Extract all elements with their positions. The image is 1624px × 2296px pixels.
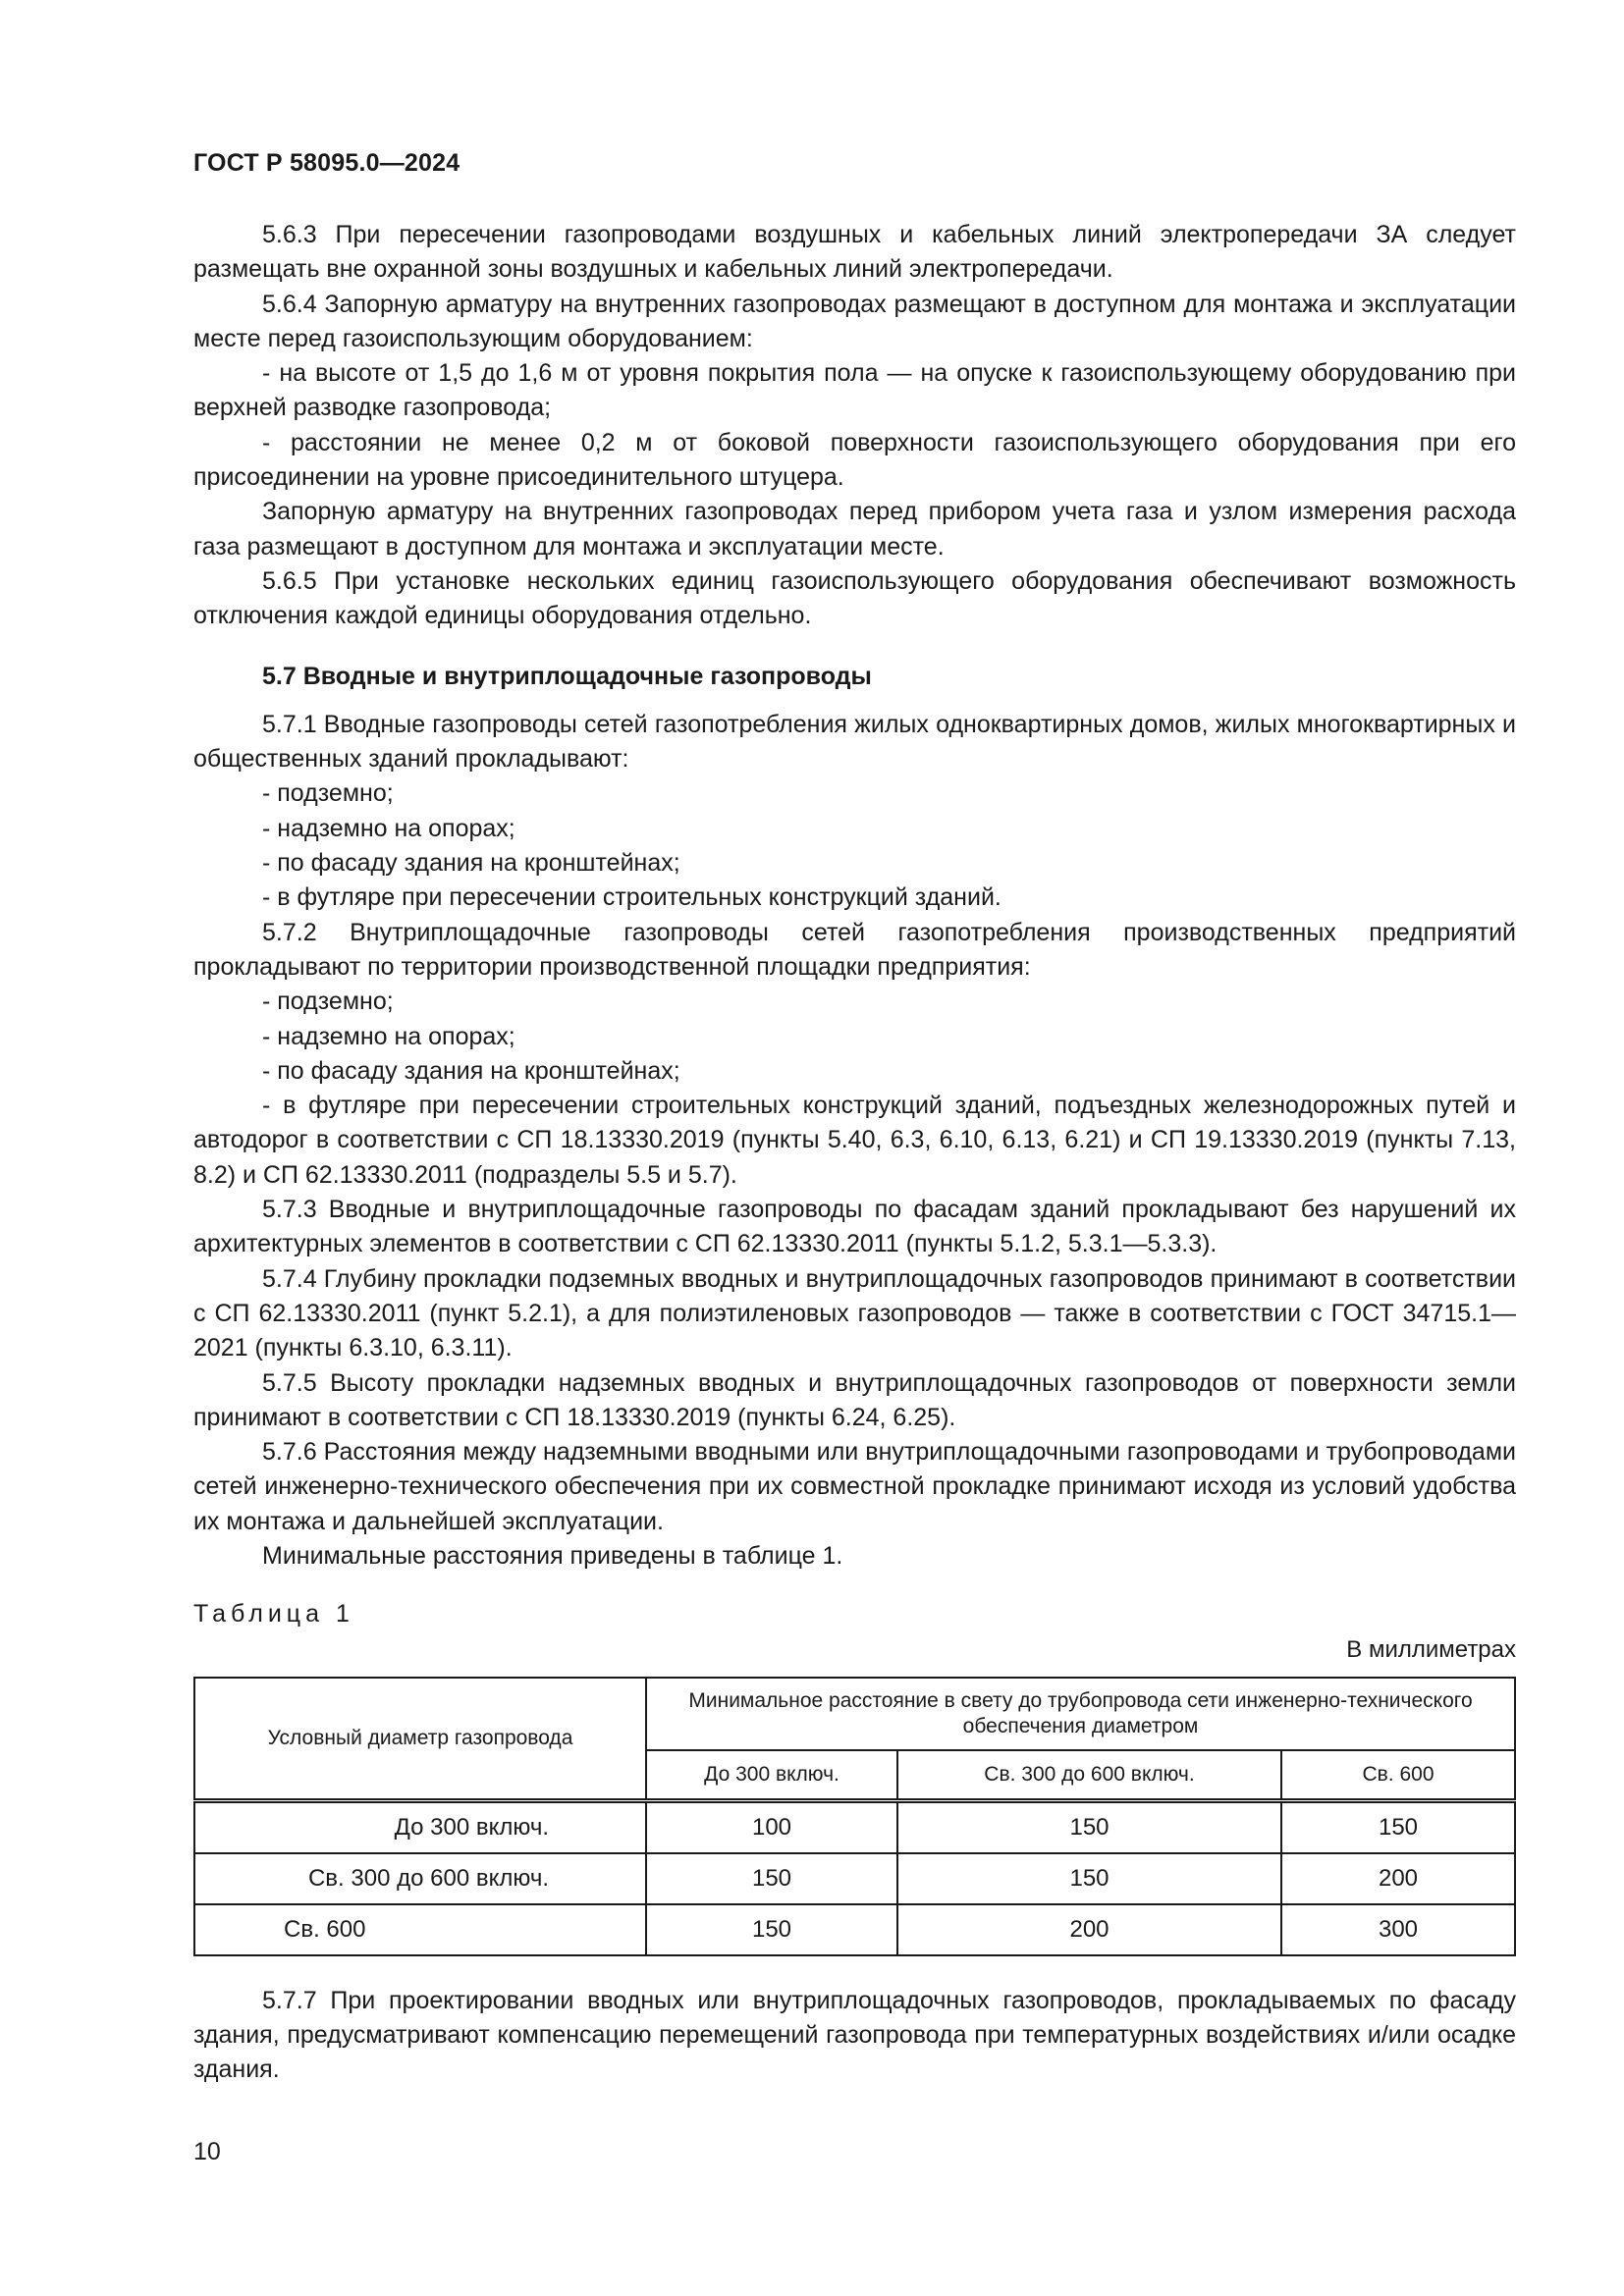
table-cell: 100 [646, 1800, 897, 1853]
table-cell: 150 [646, 1904, 897, 1955]
column-subheader: Св. 600 [1281, 1750, 1515, 1801]
distance-table [193, 1677, 1516, 1956]
table-row [194, 1853, 1515, 1904]
column-header-diameter: Условный диаметр газопровода [194, 1678, 646, 1801]
paragraph: 5.7.4 Глубину прокладки подземных вводных и внутриплощадочных газопроводов принимают в соответствии с СП 62.13330.2011 (пункт 5.2.1), а для полиэтиленовых газопроводов — также в соответствии с ГОСТ 34715.1—2021 (пункты 6.3.10, 6.3.11). [193, 1264, 1516, 1362]
paragraph: 5.7.7 При проектировании вводных или внутриплощадочных газопроводов, прокладываемых по фасаду здания, предусматривают компенсацию перемещений газопровода при температурных воздействиях и/или осадке здания. [193, 1986, 1516, 2084]
paragraph: Минимальные расстояния приведены в таблице 1. [262, 1541, 843, 1570]
row-label: До 300 включ. [194, 1800, 646, 1853]
list-item: - на высоте от 1,5 до 1,6 м от уровня покрытия пола — на опуске к газоиспользующему оборудованию при верхней разводке газопровода; [193, 359, 1516, 422]
paragraph: 5.7.2 Внутриплощадочные газопроводы сетей газопотребления производственных предприятий прокладывают по территории производственной площадки предприятия: [193, 918, 1516, 981]
list-item: - расстоянии не менее 0,2 м от боковой поверхности газоиспользующего оборудования при его присоединении на уровне присоединительного штуцера. [193, 428, 1516, 492]
table-cell: 300 [1281, 1904, 1515, 1955]
list-item: - в футляре при пересечении строительных конструкций зданий. [262, 883, 1001, 912]
paragraph: 5.7.5 Высоту прокладки надземных вводных и внутриплощадочных газопроводов от поверхности земли принимают в соответствии с СП 18.13330.2019 (пункты 6.24, 6.25). [193, 1368, 1516, 1431]
list-item: - надземно на опорах; [262, 814, 515, 842]
column-subheader: До 300 включ. [646, 1750, 897, 1801]
section-title: 5.7 Вводные и внутриплощадочные газопроводы [262, 662, 872, 690]
paragraph: Запорную арматуру на внутренних газопроводах перед прибором учета газа и узлом измерения расхода газа размещают в доступном для монтажа и эксплуатации месте. [193, 498, 1516, 561]
page-number: 10 [193, 2138, 221, 2165]
paragraph: 5.6.3 При пересечении газопроводами воздушных и кабельных линий электропередачи ЗА следует размещать вне охранной зоны воздушных и кабельных линий электропередачи. [193, 221, 1516, 284]
table-cell: 150 [897, 1800, 1281, 1853]
paragraph: 5.6.5 При установке нескольких единиц газоиспользующего оборудования обеспечивают возможность отключения каждой единицы оборудования отдельно. [193, 566, 1516, 630]
column-subheader: Св. 300 до 600 включ. [897, 1750, 1281, 1801]
list-item: - подземно; [262, 779, 394, 808]
list-item: - подземно; [262, 988, 394, 1016]
table-cell: 200 [1281, 1853, 1515, 1904]
column-header-group: Минимальное расстояние в свету до трубопровода сети инженерно-технического обеспечения диаметром [646, 1678, 1515, 1750]
paragraph: 5.7.3 Вводные и внутриплощадочные газопроводы по фасадам зданий прокладывают без нарушений их архитектурных элементов в соответствии с СП 62.13330.2011 (пункты 5.1.2, 5.3.1—5.3.3). [193, 1196, 1516, 1258]
table-row [194, 1904, 1515, 1955]
paragraph: 5.7.6 Расстояния между надземными вводными или внутриплощадочными газопроводами и трубопроводами сетей инженерно-технического обеспечения при их совместной прокладке принимают исходя из условий удобства их монтажа и дальнейшей эксплуатации. [193, 1438, 1516, 1535]
row-label: Св. 300 до 600 включ. [194, 1853, 646, 1904]
table-cell: 200 [897, 1904, 1281, 1955]
table-cell: 150 [646, 1853, 897, 1904]
table-units: В миллиметрах [1346, 1635, 1516, 1663]
list-item: - по фасаду здания на кронштейнах; [262, 849, 680, 878]
list-item: - по фасаду здания на кронштейнах; [262, 1056, 680, 1085]
paragraph: 5.6.4 Запорную арматуру на внутренних газопроводах размещают в доступном для монтажа и эксплуатации месте перед газоиспользующим оборудованием: [193, 290, 1516, 352]
list-item: - в футляре при пересечении строительных конструкций зданий, подъездных железнодорожных путей и автодорог в соответствии с СП 18.13330.2019 (пункты 5.40, 6.3, 6.10, 6.13, 6.21) и СП 19.13330.2019 (пункты 7.13, 8.2) и СП 62.13330.2011 (подразделы 5.5 и 5.7). [193, 1092, 1516, 1189]
document-header: ГОСТ Р 58095.0—2024 [193, 149, 460, 177]
table-cell: 150 [1281, 1800, 1515, 1853]
row-label: Св. 600 [194, 1904, 646, 1955]
table-row [194, 1800, 1515, 1853]
list-item: - надземно на опорах; [262, 1022, 515, 1050]
document-body [193, 218, 1516, 2088]
table-caption: Таблица 1 [193, 1600, 354, 1629]
table-cell: 150 [897, 1853, 1281, 1904]
paragraph: 5.7.1 Вводные газопроводы сетей газопотребления жилых одноквартирных домов, жилых многоквартирных и общественных зданий прокладывают: [193, 710, 1516, 774]
